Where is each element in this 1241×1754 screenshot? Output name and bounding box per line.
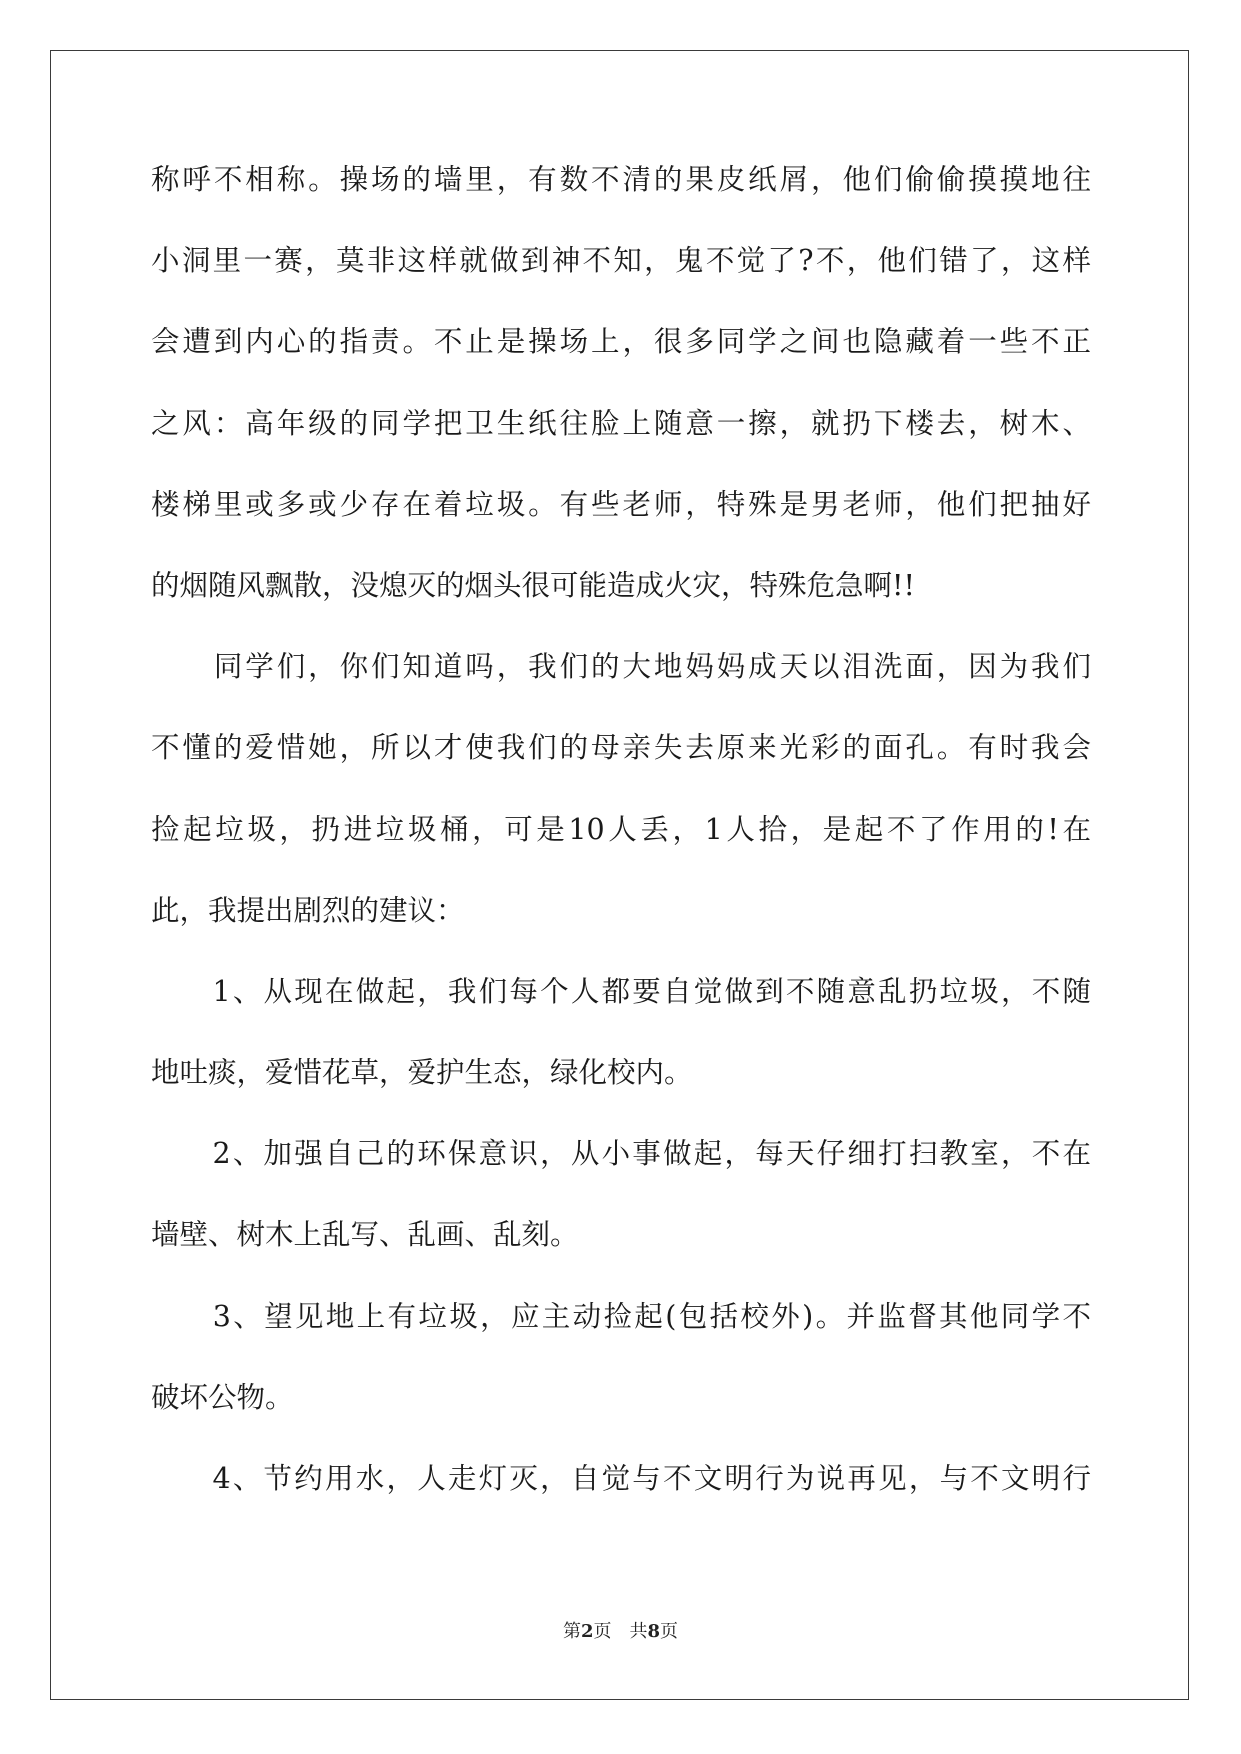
text-line: 捡起垃圾，扔进垃圾桶，可是10人丢，1人拾，是起不了作用的!在 <box>151 812 1091 846</box>
text-line: 称呼不相称。操场的墙里，有数不清的果皮纸屑，他们偷偷摸摸地往 <box>151 163 1091 196</box>
text-line: 的烟随风飘散，没熄灭的烟头很可能造成火灾，特殊危急啊!! <box>151 568 915 602</box>
text-line: 3、望见地上有垃圾，应主动捡起(包括校外)。并监督其他同学不 <box>151 1299 1091 1333</box>
text-line: 楼梯里或多或少存在着垃圾。有些老师，特殊是男老师，他们把抽好 <box>151 487 1091 521</box>
text-line: 2、加强自己的环保意识，从小事做起，每天仔细打扫教室，不在 <box>151 1137 1091 1171</box>
text-line: 地吐痰，爱惜花草，爱护生态，绿化校内。 <box>151 1056 693 1090</box>
text-line: 破坏公物。 <box>151 1380 294 1414</box>
footer-page-suffix: 页 <box>593 1621 612 1642</box>
total-pages-number: 8 <box>647 1621 661 1642</box>
text-line: 会遭到内心的指责。不止是操场上，很多同学之间也隐藏着一些不正 <box>151 325 1091 359</box>
text-line: 小洞里一赛，莫非这样就做到神不知，鬼不觉了?不，他们错了，这样 <box>151 244 1091 278</box>
text-line: 1、从现在做起，我们每个人都要自觉做到不随意乱扔垃圾，不随 <box>151 974 1091 1008</box>
text-line: 之风：高年级的同学把卫生纸往脸上随意一擦，就扔下楼去，树木、 <box>151 406 1091 440</box>
text-line: 同学们，你们知道吗，我们的大地妈妈成天以泪洗面，因为我们 <box>151 650 1091 684</box>
footer-total-prefix: 共 <box>629 1621 648 1642</box>
current-page-number: 2 <box>580 1621 594 1642</box>
document-body <box>151 160 1091 1540</box>
text-line: 墙壁、树木上乱写、乱画、乱刻。 <box>151 1218 579 1252</box>
text-line: 此，我提出剧烈的建议： <box>151 893 465 927</box>
page-footer <box>0 1620 1241 1644</box>
text-line: 4、节约用水，人走灯灭，自觉与不文明行为说再见，与不文明行 <box>151 1462 1091 1495</box>
footer-page-prefix: 第 <box>562 1621 581 1642</box>
footer-total-suffix: 页 <box>660 1621 679 1642</box>
text-line: 不懂的爱惜她，所以才使我们的母亲失去原来光彩的面孔。有时我会 <box>151 731 1091 765</box>
